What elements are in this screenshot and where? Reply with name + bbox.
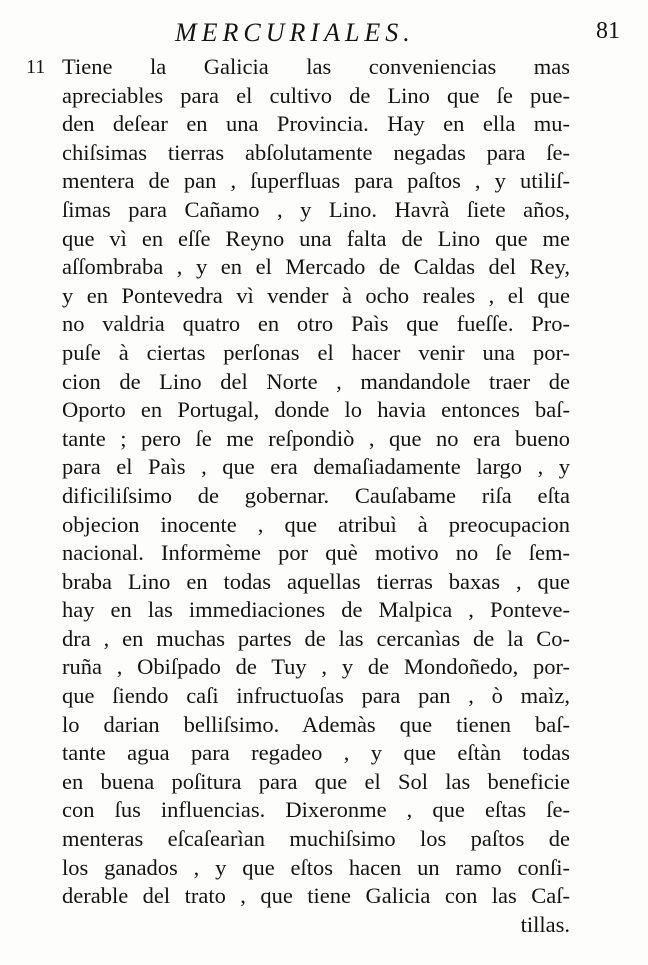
text-line: para el Paìs , que era demaſiadamente largo , y — [62, 454, 570, 480]
text-line: lo darian belliſsimo. Ademàs que tienen baſ- — [62, 711, 570, 737]
paragraph-number: 11 — [26, 56, 46, 78]
text-line: braba Lino en todas aquellas tierras baxas , que — [62, 568, 570, 594]
text-line: nacional. Informème por què motivo no ſe ſem- — [62, 540, 570, 566]
body-text — [26, 53, 570, 939]
text-line — [26, 53, 570, 82]
running-title: MERCURIALES. — [175, 18, 415, 47]
text-line: den deſear en una Provincia. Hay en ella mu- — [62, 111, 570, 137]
text-line: con ſus influencias. Dixeronme , que eſtas ſe- — [62, 797, 570, 823]
text-line: dra , en muchas partes de las cercanìas de la Co- — [62, 625, 570, 651]
text-line: objecion inocente , que atribuì à preocupacion — [62, 511, 570, 537]
text-line: cion de Lino del Norte , mandandole traer de — [62, 368, 570, 394]
text-line: no valdria quatro en otro Paìs que fueſſe. Pro- — [62, 311, 570, 337]
text-line: tante ; pero ſe me reſpondiò , que no era bueno — [62, 425, 570, 451]
text-line: puſe à ciertas perſonas el hacer venir una por- — [62, 339, 570, 365]
text-line: y en Pontevedra vì vender à ocho reales , el que — [62, 282, 570, 308]
text-line: los ganados , y que eſtos hacen un ramo conſi- — [62, 854, 570, 880]
text-line: hay en las immediaciones de Malpica , Ponteve- — [62, 597, 570, 623]
page-header — [40, 18, 620, 58]
text-line: tante agua para regadeo , y que eſtàn todas — [62, 740, 570, 766]
text-line: menteras eſcaſearìan muchiſsimo los paſtos de — [62, 826, 570, 852]
text-line-content: Tiene la Galicia las conveniencias mas — [62, 54, 570, 79]
text-line: derable del trato , que tiene Galicia con las Caſ- — [62, 883, 570, 909]
text-line: que vì en eſſe Reyno una falta de Lino que me — [62, 225, 570, 251]
text-line: que ſiendo caſi infructuoſas para pan , ò maìz, — [62, 683, 570, 709]
text-line-last: tillas. — [520, 911, 570, 937]
text-line: chiſsimas tierras abſolutamente negadas para ſe- — [62, 139, 570, 165]
text-line: en buena poſitura para que el Sol las beneficie — [62, 768, 570, 794]
text-line: apreciables para el cultivo de Lino que ſe pue- — [62, 82, 570, 108]
text-line: mentera de pan , ſuperfluas para paſtos , y utiliſ- — [62, 168, 570, 194]
text-line: ſimas para Cañamo , y Lino. Havrà ſiete años, — [62, 196, 570, 222]
text-line: Oporto en Portugal, donde lo havia entonces baſ- — [62, 397, 570, 423]
text-line: dificiliſsimo de gobernar. Cauſabame riſa eſta — [62, 482, 570, 508]
page-number: 81 — [596, 18, 620, 44]
text-line: aſſombraba , y en el Mercado de Caldas del Rey, — [62, 254, 570, 280]
text-line: ruña , Obiſpado de Tuy , y de Mondoñedo, por- — [62, 654, 570, 680]
